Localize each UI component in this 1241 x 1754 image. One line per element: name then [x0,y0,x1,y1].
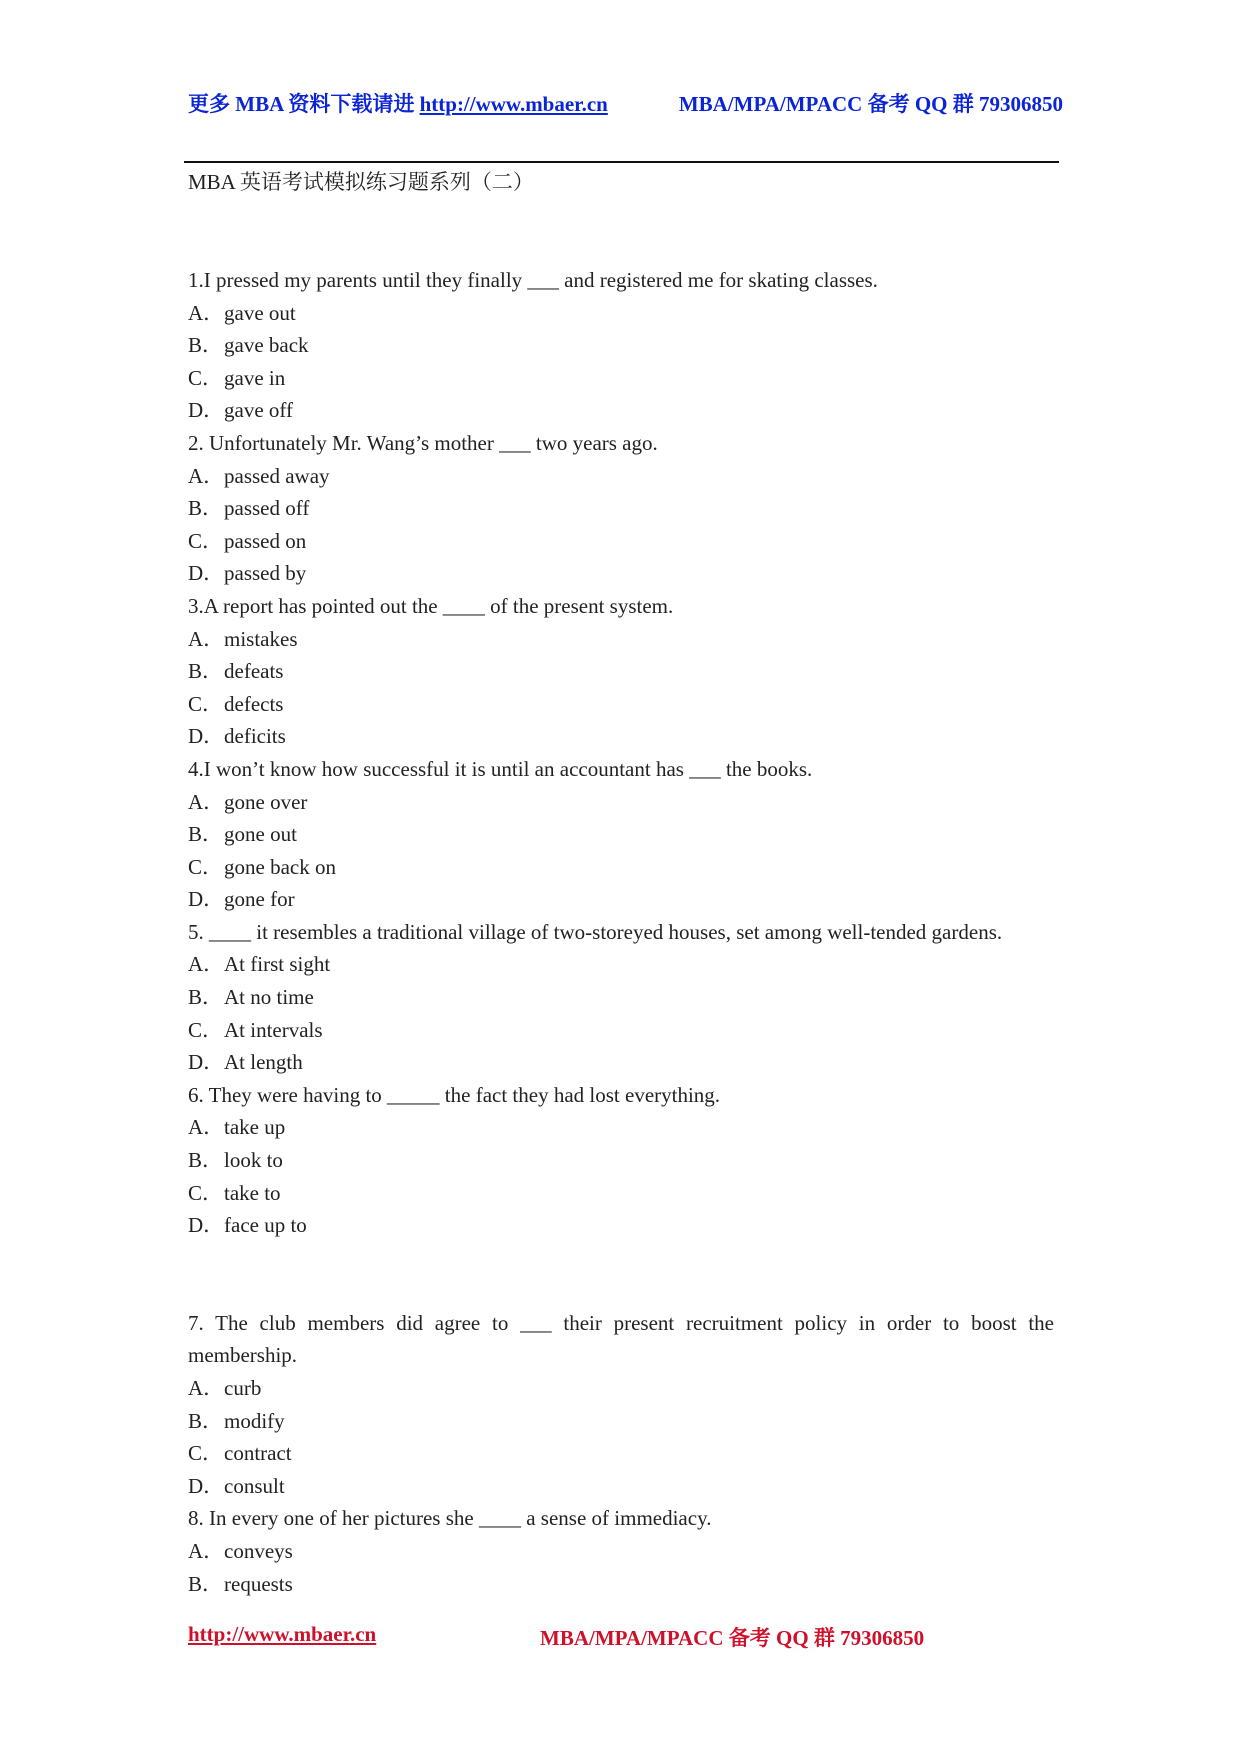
option-letter: A． [188,789,225,814]
option-text: take to [224,1180,281,1205]
answer-option [188,1470,1054,1503]
question-stem: 2. Unfortunately Mr. Wang’s mother ___ two years ago. [188,430,658,455]
option-letter: B． [188,496,224,521]
option-text: gave out [224,300,296,325]
option-text: At no time [224,985,314,1010]
option-letter: B． [188,659,224,684]
question-stem: 1.I pressed my parents until they finally ___ and registered me for skating classes. [188,268,878,292]
question-stem: 7. The club members did agree to ___ their present recruitment policy in order to boost the membership. [188,1310,1054,1368]
option-letter: B． [188,333,224,358]
question-stem: 4.I won’t know how successful it is until an accountant has ___ the books. [188,756,813,781]
option-letter: A． [188,1115,225,1140]
option-letter: D． [188,887,225,912]
answer-option [188,851,1054,884]
answer-option [188,818,1054,851]
option-text: defeats [224,659,284,684]
option-text: At first sight [224,952,331,977]
option-text: gone over [224,789,308,814]
footer-left [188,1622,376,1647]
option-letter: D． [188,1213,225,1238]
answer-option [188,1568,1054,1601]
page-footer [188,1622,948,1658]
option-letter: B． [188,1571,224,1596]
option-text: defects [224,691,284,716]
option-letter: A． [188,300,225,325]
option-letter: A． [188,463,225,488]
option-letter: A． [188,1538,225,1563]
option-text: face up to [224,1213,307,1238]
question-stem: 8. In every one of her pictures she ____ a sense of immediacy. [188,1506,712,1531]
option-text: conveys [224,1538,293,1563]
option-text: At intervals [224,1017,323,1042]
answer-option [188,1372,1054,1405]
page-header [188,88,1063,124]
option-letter: A． [188,626,225,651]
question-stem: 5. ____ it resembles a traditional village of two-storeyed houses, set among well-tended gardens. [188,919,1003,944]
answer-option [188,329,1054,362]
option-letter: C． [188,1441,224,1466]
question-stem: 6. They were having to _____ the fact they had lost everything. [188,1082,721,1107]
option-text: passed away [224,463,330,488]
option-letter: D． [188,1050,225,1075]
option-text: gave in [224,365,286,390]
option-letter: C． [188,528,224,553]
answer-option [188,786,1054,819]
option-text: gone out [224,822,297,847]
answer-option [188,623,1054,656]
answer-option [188,948,1054,981]
header-site-link[interactable]: http://www.mbaer.cn [419,92,608,116]
option-text: look to [224,1148,283,1173]
option-text: curb [224,1376,262,1400]
option-letter: C． [188,1017,224,1042]
option-text: take up [224,1115,286,1140]
header-left [188,88,608,118]
answer-option [188,688,1054,721]
option-text: contract [224,1441,292,1466]
question-list [188,264,1054,1600]
option-text: requests [224,1571,293,1596]
option-letter: A． [188,1376,225,1400]
option-text: mistakes [224,626,298,651]
option-letter: D． [188,398,225,423]
option-letter: D． [188,1473,225,1498]
option-text: modify [224,1408,285,1433]
option-text: deficits [224,724,286,749]
answer-option [188,1535,1054,1568]
option-letter: C． [188,365,224,390]
option-letter: D． [188,724,225,749]
answer-option [188,1111,1054,1144]
option-text: gave off [224,398,293,423]
option-letter: B． [188,822,224,847]
answer-option [188,460,1054,493]
option-text: passed on [224,528,307,553]
blank-space [188,1242,1054,1307]
header-divider [184,161,1059,163]
answer-option [188,655,1054,688]
option-text: passed off [224,496,310,521]
option-text: consult [224,1473,285,1498]
answer-option [188,1144,1054,1177]
option-text: gave back [224,333,309,358]
footer-qq-group: MBA/MPA/MPACC 备考 QQ 群 79306850 [540,1626,925,1650]
option-letter: B． [188,1408,224,1433]
option-text: gone for [224,887,295,912]
answer-option [188,1046,1054,1079]
answer-option [188,1014,1054,1047]
answer-option [188,297,1054,330]
answer-option [188,883,1054,916]
answer-option [188,981,1054,1014]
question-stem: 3.A report has pointed out the ____ of the present system. [188,593,674,618]
option-letter: A． [188,952,225,977]
option-letter: B． [188,1148,224,1173]
header-left-text: 更多 MBA 资料下载请进 [188,92,420,116]
answer-option [188,720,1054,753]
option-letter: C． [188,1180,224,1205]
document-title: MBA 英语考试模拟练习题系列（二） [188,170,534,194]
footer-site-link[interactable]: http://www.mbaer.cn [188,1622,377,1646]
option-text: passed by [224,561,307,586]
answer-option [188,492,1054,525]
answer-option [188,394,1054,427]
option-letter: C． [188,854,224,879]
answer-option [188,362,1054,395]
answer-option [188,1209,1054,1242]
option-text: At length [224,1050,303,1075]
answer-option [188,1177,1054,1210]
option-letter: B． [188,985,224,1010]
option-text: gone back on [224,854,336,879]
answer-option [188,557,1054,590]
answer-option [188,1437,1054,1470]
option-letter: D． [188,561,225,586]
option-letter: C． [188,691,224,716]
answer-option [188,1405,1054,1438]
answer-option [188,525,1054,558]
header-qq-group: MBA/MPA/MPACC 备考 QQ 群 79306850 [678,92,1063,116]
